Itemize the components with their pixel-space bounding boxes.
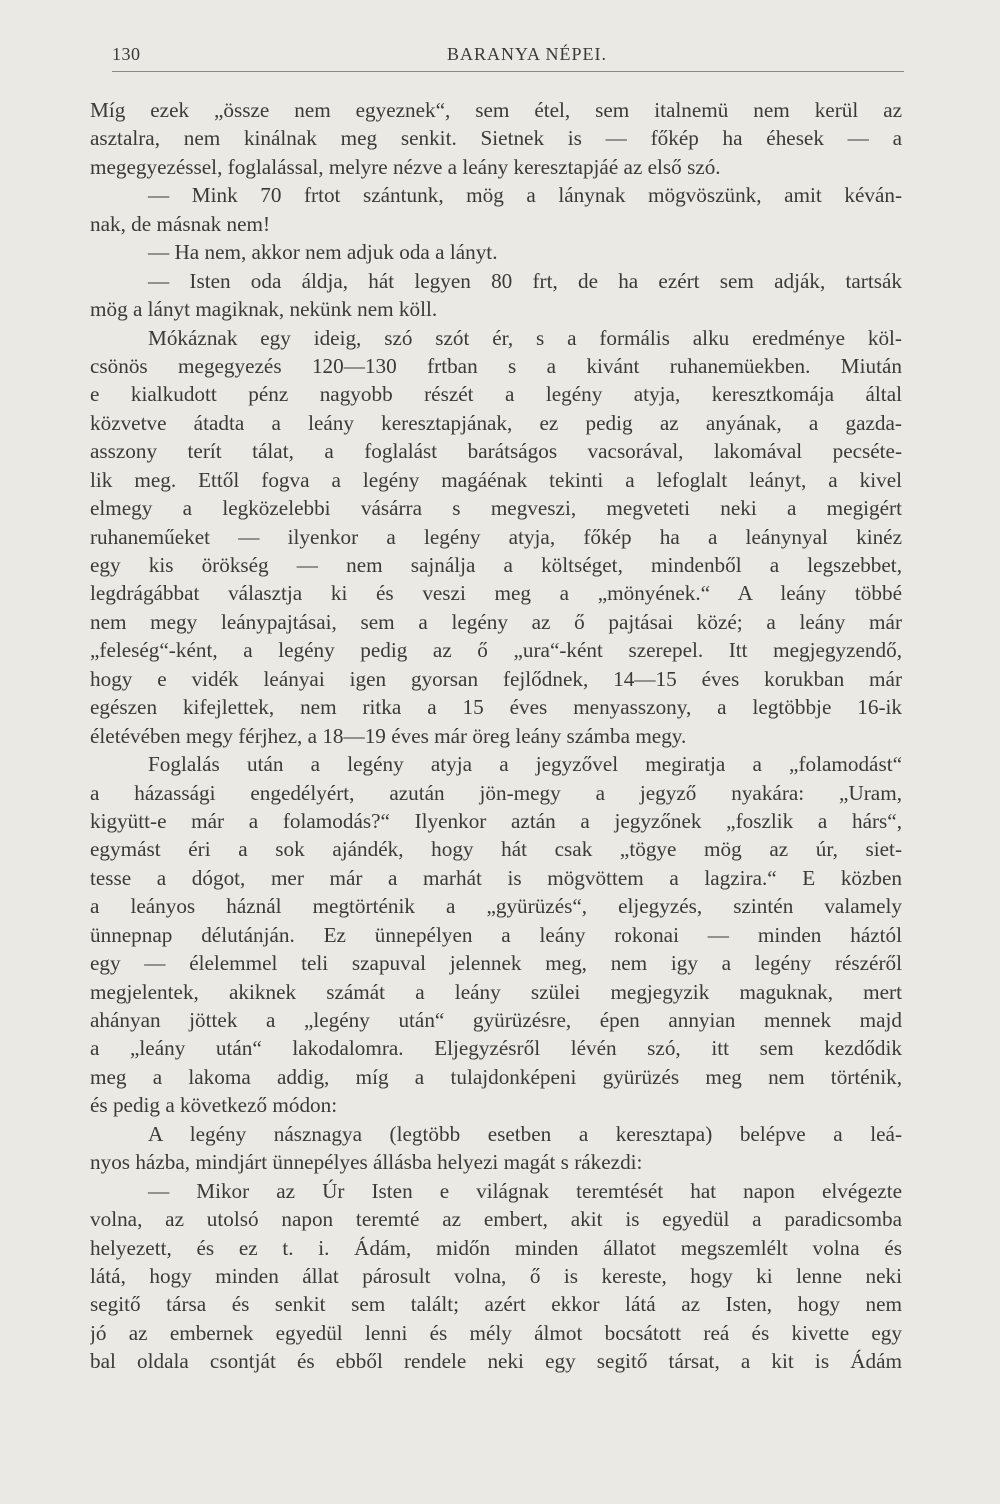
text-line: helyezett, és ez t. i. Ádám, midőn minden állatot megszemlélt volna és [90, 1235, 902, 1260]
text-line: a házassági engedélyért, azután jön-megy a jegyző nyakára: „Uram, [90, 780, 902, 805]
text-line: elmegy a legközelebbi vásárra s megveszi, megveteti neki a megigért [90, 496, 902, 521]
text-line: látá, hogy minden állat párosult volna, ő is kereste, hogy ki lenne neki [90, 1263, 902, 1288]
text-line: egy — élelemmel teli szapuval jelennek meg, nem igy a legény részéről [90, 951, 902, 976]
text-line: meg a lakoma addig, míg a tulajdonképeni gyürüzés meg nem történik, [90, 1064, 902, 1089]
text-line: megegyezéssel, foglalással, melyre nézve a leány keresztapjáé az első szó. [90, 154, 721, 179]
text-line: lik meg. Ettől fogva a legény magáénak tekinti a lefoglalt leányt, a kivel [90, 467, 902, 492]
text-line: ünnepnap délutánján. Ez ünnepélyen a leány rokonai — minden háztól [90, 922, 902, 947]
text-line: — Isten oda áldja, hát legyen 80 frt, de ha ezért sem adják, tartsák [148, 268, 902, 293]
text-line: bal oldala csontját és ebből rendele neki egy segitő társat, a kit is Ádám [90, 1349, 902, 1374]
body-text [90, 96, 902, 1376]
text-line: — Mikor az Úr Isten e világnak teremtését hat napon elvégezte [148, 1178, 902, 1203]
text-line: nyos házba, mindjárt ünnepélyes állásba helyezi magát s rákezdi: [90, 1150, 643, 1175]
text-line: egy kis örökség — nem sajnálja a költséget, mindenből a legszebbet, [90, 553, 902, 577]
text-line: — Ha nem, akkor nem adjuk oda a lányt. [148, 240, 498, 265]
text-line: csönös megegyezés 120—130 frtban s a kivánt ruhanemüekben. Miután [90, 353, 902, 378]
text-line: e kialkudott pénz nagyobb részét a legény atyja, keresztkomája által [90, 382, 902, 407]
text-line: — Mink 70 frtot szántunk, mög a lánynak mögvöszünk, amit kéván- [148, 183, 902, 208]
text-line: „feleség“-ként, a legény pedig az ő „ura“-ként szerepel. Itt megjegyzendő, [90, 638, 902, 663]
text-line: jó az embernek egyedül lenni és mély álmot bocsátott reá és kivette egy [90, 1320, 902, 1345]
text-line: nak, de másnak nem! [90, 211, 271, 236]
text-line: asszony terít tálat, a foglalást barátságos vacsorával, lakomával pecséte- [90, 439, 902, 464]
text-line: A legény násznagya (legtöbb esetben a keresztapa) belépve a leá- [148, 1121, 902, 1146]
text-line: egészen kifejlettek, nem ritka a 15 éves menyasszony, a legtöbbje 16-ik [90, 695, 902, 720]
text-line: segitő társa és senkit sem talált; azért ekkor látá az Isten, hogy nem [90, 1292, 902, 1317]
text-line: megjelentek, akiknek számát a leány szülei megjegyzik maguknak, mert [90, 979, 902, 1004]
text-line: Mókáznak egy ideig, szó szót ér, s a formális alku eredménye köl- [148, 325, 902, 350]
text-line: volna, az utolsó napon teremté az embert, akit is egyedül a paradicsomba [90, 1207, 902, 1232]
text-line: a leányos háznál megtörténik a „gyürüzés“, eljegyzés, szintén valamely [90, 894, 902, 919]
page-number: 130 [112, 44, 141, 64]
text-line: asztalra, nem kinálnak meg senkit. Sietnek is — főkép ha éhesek — a [90, 126, 902, 151]
text-line: közvetve átadta a leány keresztapjának, ez pedig az anyának, a gazda- [90, 410, 902, 435]
text-line: és pedig a következő módon: [90, 1093, 338, 1118]
text-line: életévében megy férjhez, a 18—19 éves már öreg leány számba megy. [90, 723, 687, 748]
text-line: nem megy leánypajtásai, sem a legény az ő pajtásai közé; a leány már [90, 609, 902, 634]
text-line: mög a lányt magiknak, nekünk nem köll. [90, 297, 438, 322]
running-title: BARANYA NÉPEI. [446, 44, 607, 64]
text-line: tesse a dógot, mer már a marhát is mögvöttem a lagzira.“ E közben [90, 865, 902, 890]
text-line: hogy e vidék leányai igen gyorsan fejlődnek, 14—15 éves korukban már [90, 666, 902, 691]
page-header [112, 40, 902, 70]
text-line: egymást éri a sok ajándék, hogy hát csak „tögye mög az úr, siet- [90, 837, 902, 862]
text-line: a „leány után“ lakodalomra. Eljegyzésről lévén szó, itt sem kezdődik [90, 1036, 902, 1061]
text-line: legdrágábbat választja ki és veszi meg a „mönyének.“ A leány többé [90, 581, 902, 606]
text-line: ruhaneműeket — ilyenkor a legény atyja, főkép ha a leánynyal kinéz [90, 524, 902, 549]
text-line: kigyütt-e már a folamodás?“ Ilyenkor aztán a jegyzőnek „foszlik a hárs“, [90, 808, 902, 833]
text-line: ahányan jöttek a „legény után“ gyürüzésre, épen annyian mennek majd [90, 1008, 902, 1032]
text-line: Míg ezek „össze nem egyeznek“, sem étel, sem italnemü nem kerül az [90, 98, 902, 122]
text-line: Foglalás után a legény atyja a jegyzővel megiratja a „folamodást“ [148, 752, 902, 777]
header-rule [112, 71, 904, 72]
